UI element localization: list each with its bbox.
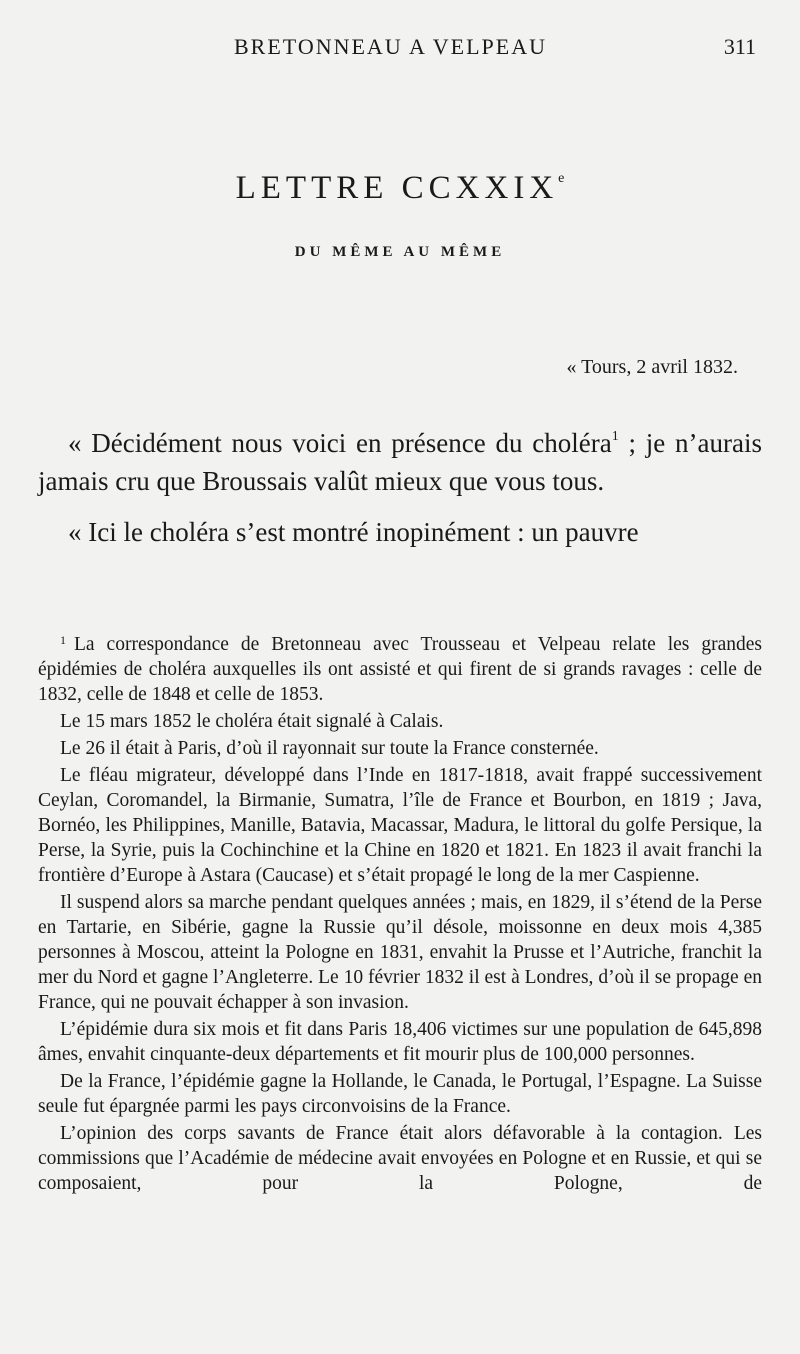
body-paragraph: « Ici le choléra s’est montré inopinément : un pauvre — [68, 517, 639, 547]
footnote-paragraph: L’opinion des corps savants de France était alors défavorable à la contagion. Les commissions que l’Académie de médecine avait envoyées en Pologne et en Russie, et qui se composaient, pour la Pologne, de — [38, 1123, 762, 1194]
footnote-paragraph: Le 15 mars 1852 le choléra était signalé à Calais. — [60, 711, 444, 732]
footnote-mark: 1 — [60, 633, 66, 647]
letter-subtitle: DU MÊME AU MÊME — [294, 244, 506, 260]
running-head-title: BRETONNEAU A VELPEAU — [234, 34, 547, 59]
body-paragraph-1-text: « Décidément nous voici en présence du choléra — [68, 428, 612, 458]
footnote-paragraph: Il suspend alors sa marche pendant quelques années ; mais, en 1829, il s’étend de la Perse en Tartarie, en Sibérie, gagne la Russie qu’il désole, moissonne en deux mois 4,385 personnes à Moscou, atteint la Pologne en 1831, envahit la Prusse et l’Autriche, franchit la mer du Nord et gagne l’Angleterre. Le 10 février 1832 il est à Londres, d’où il se propage en France, qui ne pouvait échapper à son invasion. — [38, 892, 762, 1013]
running-head — [38, 34, 762, 64]
letter-title-text: LETTRE CCXXIX — [235, 170, 559, 206]
footnotes — [38, 628, 762, 1196]
page-number: 311 — [723, 34, 756, 59]
footnote-paragraph: Le 26 il était à Paris, d’où il rayonnait sur toute la France consternée. — [60, 738, 599, 759]
body-paragraph-1-rest: ; je n’aurais jamais cru que Broussais valût mieux que vous tous. — [38, 428, 763, 496]
footnote-paragraph-text: La correspondance de Bretonneau avec Trousseau et Velpeau relate les grandes épidémies de choléra auxquelles ils ont assisté et qui firent de si grands ravages : celle de 1832, celle de 1848 et celle de 1853. — [38, 634, 762, 705]
body-paragraph — [38, 418, 762, 500]
letter-title — [0, 170, 800, 207]
footnote-paragraph — [38, 628, 762, 707]
footnote-paragraph: Le fléau migrateur, développé dans l’Inde en 1817-1818, avait frappé successivement Ceylan, Coromandel, la Birmanie, Sumatra, l’île de France et Bourbon, en 1819 ; Java, Bornéo, les Philippines, Manille, Batavia, Macassar, Madura, le littoral du golfe Persique, la Perse, la Syrie, puis la Cochinchine et la Chine en 1820 et 1821. En 1823 il avait franchi la frontière d’Europe à Astara (Caucase) et s’était propagé le long de la mer Caspienne. — [38, 765, 762, 886]
footnote-reference: 1 — [611, 429, 619, 444]
letter-body — [38, 418, 762, 552]
footnote-paragraph: De la France, l’épidémie gagne la Hollande, le Canada, le Portugal, l’Espagne. La Suisse seule fut épargnée parmi les pays circonvoisins de la France. — [38, 1071, 762, 1117]
dateline: « Tours, 2 avril 1832. — [566, 356, 738, 378]
letter-title-suffix: e — [558, 171, 565, 186]
footnote-paragraph: L’épidémie dura six mois et fit dans Paris 18,406 victimes sur une population de 645,898 âmes, envahit cinquante-deux départements et fit mourir plus de 100,000 personnes. — [38, 1019, 762, 1065]
